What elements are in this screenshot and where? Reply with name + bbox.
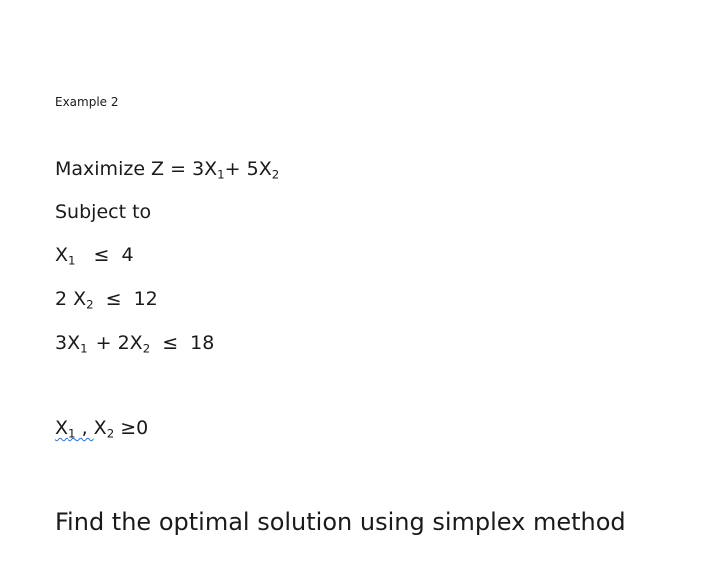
example-heading: Example 2 [55, 95, 119, 109]
constraint-3-sub-a: 1 [80, 341, 88, 356]
constraint-1-op: ≤ [93, 244, 110, 266]
constraint-2-rhs: 12 [133, 288, 158, 310]
task-instruction: Find the optimal solution using simplex method [55, 508, 626, 536]
nonneg-op: ≥ [120, 417, 137, 439]
objective-prefix: Maximize Z = 3X [55, 158, 218, 180]
constraint-1 [55, 244, 134, 268]
objective-function [55, 158, 280, 182]
non-negativity-constraint [55, 417, 149, 441]
objective-sub-1: 1 [217, 167, 225, 182]
constraint-3-rhs: 18 [190, 332, 215, 354]
nonneg-var-b: X [93, 417, 107, 439]
constraint-3 [55, 332, 215, 356]
objective-mid: + 5X [224, 158, 272, 180]
non-negativity-vars [55, 417, 94, 439]
subject-to-label: Subject to [55, 201, 152, 223]
constraint-3-sub-b: 2 [142, 341, 151, 356]
constraint-2-var: 2 X [55, 288, 87, 310]
nonneg-var-a: X [55, 417, 69, 439]
objective-sub-2: 2 [271, 167, 280, 182]
constraint-2 [55, 288, 158, 312]
constraint-1-rhs: 4 [121, 244, 134, 266]
nonneg-rhs: 0 [136, 417, 149, 439]
constraint-1-sub: 1 [68, 253, 76, 268]
nonneg-separator: , [75, 417, 94, 439]
nonneg-sub-a: 1 [68, 426, 76, 441]
constraint-2-sub: 2 [86, 297, 94, 312]
constraint-3-var-b: + 2X [95, 332, 143, 354]
nonneg-sub-b: 2 [106, 426, 115, 441]
constraint-2-op: ≤ [105, 288, 122, 310]
constraint-3-op: ≤ [162, 332, 179, 354]
constraint-1-var: X [55, 244, 69, 266]
constraint-3-var-a: 3X [55, 332, 81, 354]
